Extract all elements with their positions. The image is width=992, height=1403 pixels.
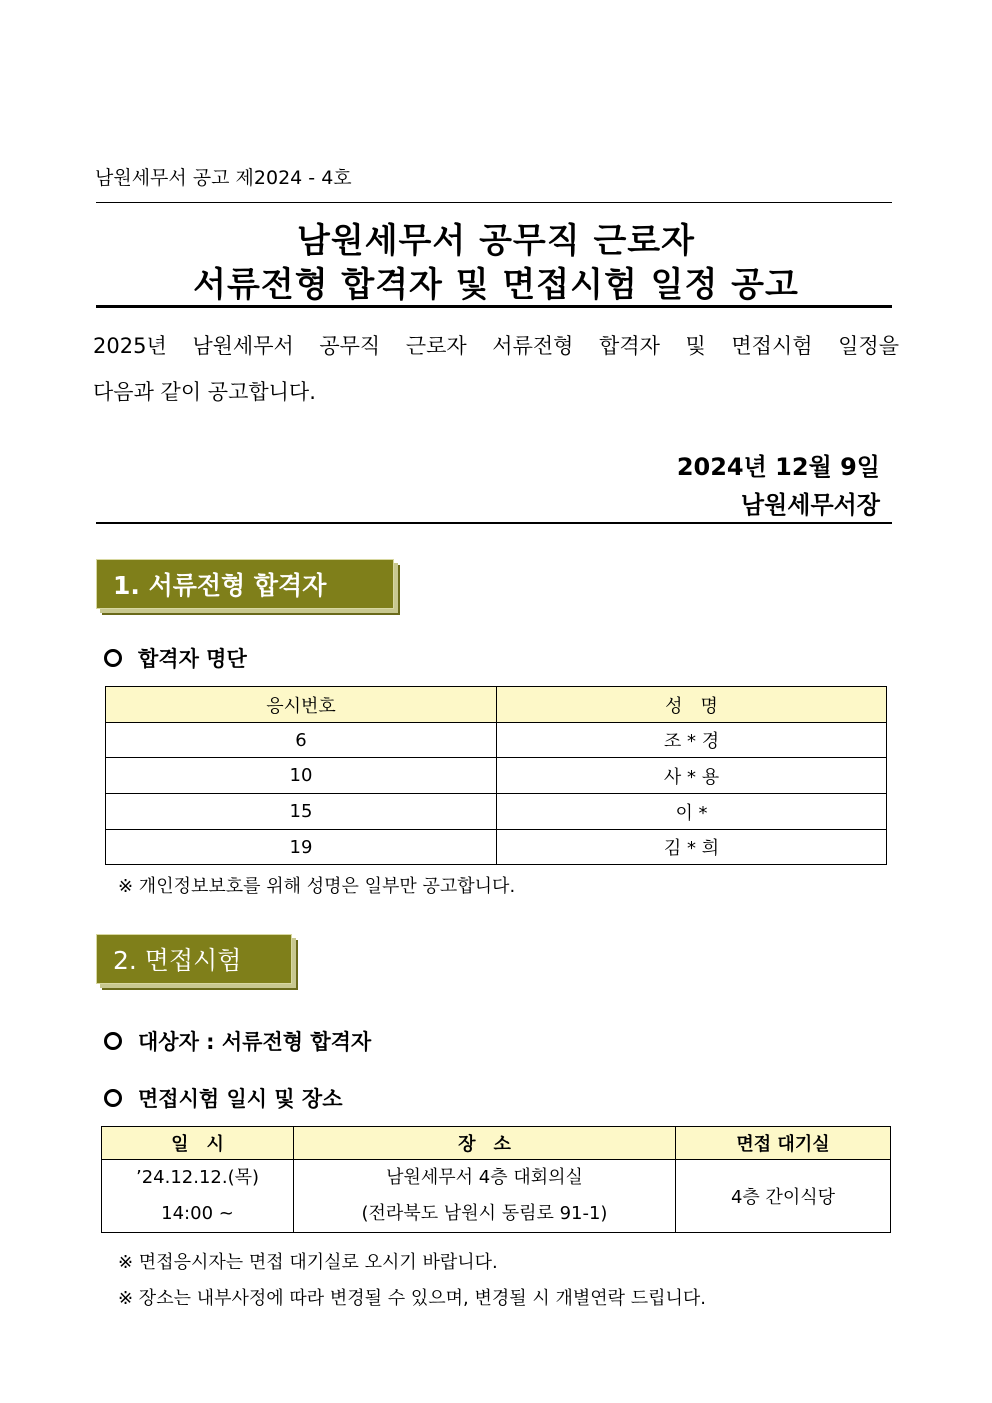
circle-bullet-icon [104, 1089, 122, 1107]
page-title-line2: 서류전형 합격자 및 면접시험 일정 공고 [193, 265, 799, 305]
exam-number: 6 [106, 723, 497, 758]
divider-header-end [96, 522, 892, 524]
table-row [106, 758, 887, 794]
circle-bullet-icon [104, 649, 122, 667]
notice-date: 2024년 12월 9일 [676, 453, 880, 481]
issuer: 남원세무서장 [740, 491, 880, 519]
table-row [106, 830, 887, 865]
interview-place-name: 남원세무서 4층 대회의실 [386, 1167, 583, 1188]
section1-heading [96, 559, 394, 609]
section2-bullet2 [104, 1083, 343, 1113]
passer-name: 사 * 용 [497, 758, 887, 794]
interview-note1: ※ 면접응시자는 면접 대기실로 오시기 바랍니다. [118, 1252, 498, 1273]
table-row [106, 794, 887, 830]
passer-name: 김 * 희 [497, 830, 887, 865]
passer-name: 이 * [497, 794, 887, 830]
waiting-room: 4층 간이식당 [676, 1160, 891, 1233]
header-name: 성 명 [497, 687, 887, 723]
privacy-note: ※ 개인정보보호를 위해 성명은 일부만 공고합니다. [118, 876, 516, 897]
section2-heading [96, 934, 292, 984]
interview-table [101, 1126, 891, 1233]
table-header-row [106, 687, 887, 723]
section1-bullet-text: 합격자 명단 [138, 647, 247, 671]
header-datetime: 일 시 [102, 1127, 294, 1160]
table-row [106, 723, 887, 758]
exam-number: 15 [106, 794, 497, 830]
interview-time: 14:00 ~ [161, 1203, 234, 1224]
header-waiting-room: 면접 대기실 [676, 1127, 891, 1160]
table-header-row [102, 1127, 891, 1160]
header-place: 장 소 [294, 1127, 676, 1160]
section1-title: 1. 서류전형 합격자 [113, 571, 327, 600]
divider-title [96, 305, 892, 308]
passer-name: 조 * 경 [497, 723, 887, 758]
header-exam-number: 응시번호 [106, 687, 497, 723]
interview-note2: ※ 장소는 내부사정에 따라 변경될 수 있으며, 변경될 시 개별연락 드립니다. [118, 1288, 706, 1309]
section1-bullet [104, 643, 247, 673]
exam-number: 10 [106, 758, 497, 794]
page-title-line1: 남원세무서 공무직 근로자 [297, 221, 695, 261]
table-row [102, 1160, 891, 1233]
intro-line1: 2025년 남원세무서 공무직 근로자 서류전형 합격자 및 면접시험 일정을 [93, 334, 899, 358]
passers-table [105, 686, 887, 865]
section2-bullet1 [104, 1026, 371, 1056]
section2-bullet1-text: 대상자 : 서류전형 합격자 [138, 1030, 372, 1054]
exam-number: 19 [106, 830, 497, 865]
circle-bullet-icon [104, 1032, 122, 1050]
notice-number: 남원세무서 공고 제2024 - 4호 [95, 167, 352, 189]
section2-bullet2-text: 면접시험 일시 및 장소 [138, 1087, 343, 1111]
interview-datetime [102, 1160, 294, 1233]
section2-title: 2. 면접시험 [113, 946, 242, 975]
divider-top [96, 202, 892, 203]
interview-place [294, 1160, 676, 1233]
interview-place-address: (전라북도 남원시 동림로 91-1) [361, 1203, 608, 1224]
intro-line2: 다음과 같이 공고합니다. [93, 380, 316, 404]
interview-date: ’24.12.12.(목) [135, 1167, 260, 1188]
